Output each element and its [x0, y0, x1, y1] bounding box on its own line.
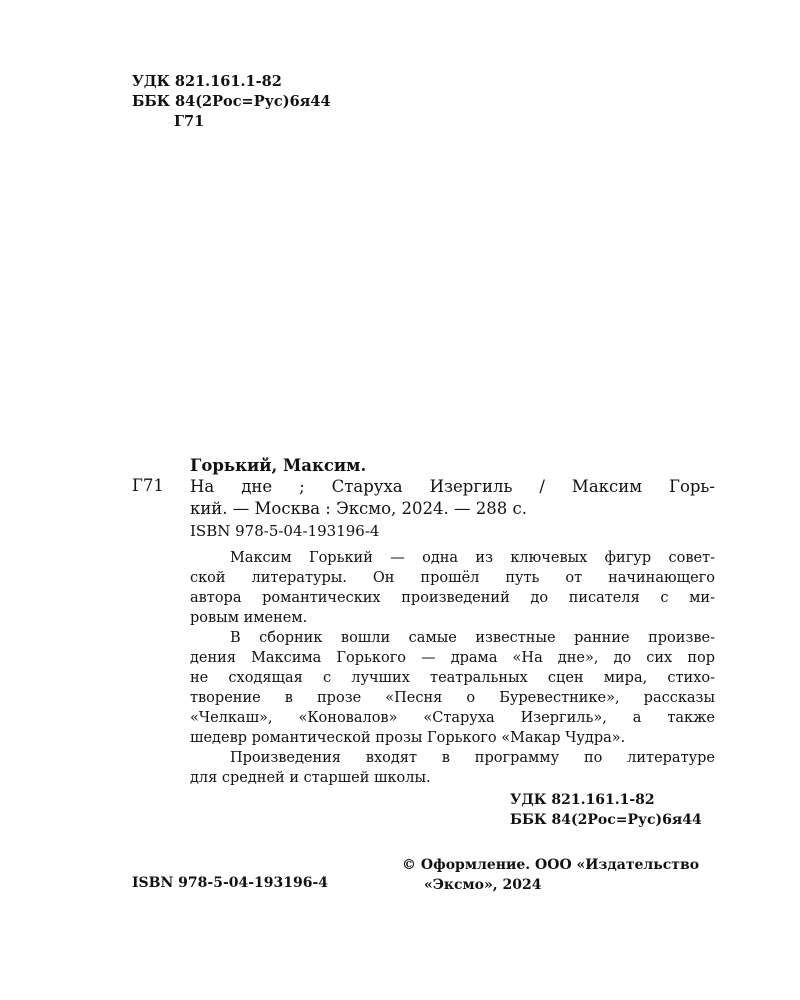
annotation-line: шедевр романтической прозы Горького «Макар Чудра». [190, 730, 626, 746]
annotation-line: ровым именем. [190, 610, 308, 626]
record-author: Горький, Максим. [190, 456, 367, 475]
footer-bbk-code: ББК 84(2Рос=Рус)6я44 [510, 812, 702, 828]
header-classification-codes [132, 72, 331, 132]
title-line: На дне ; Старуха Изергиль / Максим Горь- [190, 477, 715, 496]
copyright-notice [402, 855, 699, 895]
annotation-line: Максим Горький — одна из ключевых фигур совет- [230, 550, 715, 566]
annotation-line: ской литературы. Он прошёл путь от начинающего [190, 570, 715, 586]
annotation-line: для средней и старшей школы. [190, 770, 431, 786]
isbn-bottom: ISBN 978-5-04-193196-4 [132, 875, 329, 891]
bbk-code: ББК 84(2Рос=Рус)6я44 [132, 93, 331, 110]
annotation-line: В сборник вошли самые известные ранние произве- [230, 630, 715, 646]
copyright-line: «Эксмо», 2024 [424, 877, 542, 893]
annotation-line: автора романтических произведений до писателя с ми- [190, 590, 715, 606]
footer-udk-code: УДК 821.161.1-82 [510, 792, 655, 808]
footer-classification-codes [510, 790, 702, 830]
title-line: кий. — Москва : Эксмо, 2024. — 288 с. [190, 499, 527, 518]
author-mark: Г71 [174, 113, 205, 130]
record-author-mark: Г71 [132, 476, 164, 495]
annotation [190, 548, 715, 788]
record-isbn: ISBN 978-5-04-193196-4 [190, 522, 380, 540]
annotation-line: Произведения входят в программу по литературе [230, 750, 715, 766]
copyright-line: © Оформление. ООО «Издательство [402, 857, 700, 873]
udk-code: УДК 821.161.1-82 [132, 73, 282, 90]
annotation-line: творение в прозе «Песня о Буревестнике», рассказы [190, 690, 715, 706]
annotation-line: дения Максима Горького — драма «На дне», до сих пор [190, 650, 715, 666]
record-title [190, 476, 715, 520]
annotation-line: «Челкаш», «Коновалов» «Старуха Изергиль», а также [190, 710, 715, 726]
annotation-line: не сходящая с лучших театральных сцен мира, стихо- [190, 670, 715, 686]
